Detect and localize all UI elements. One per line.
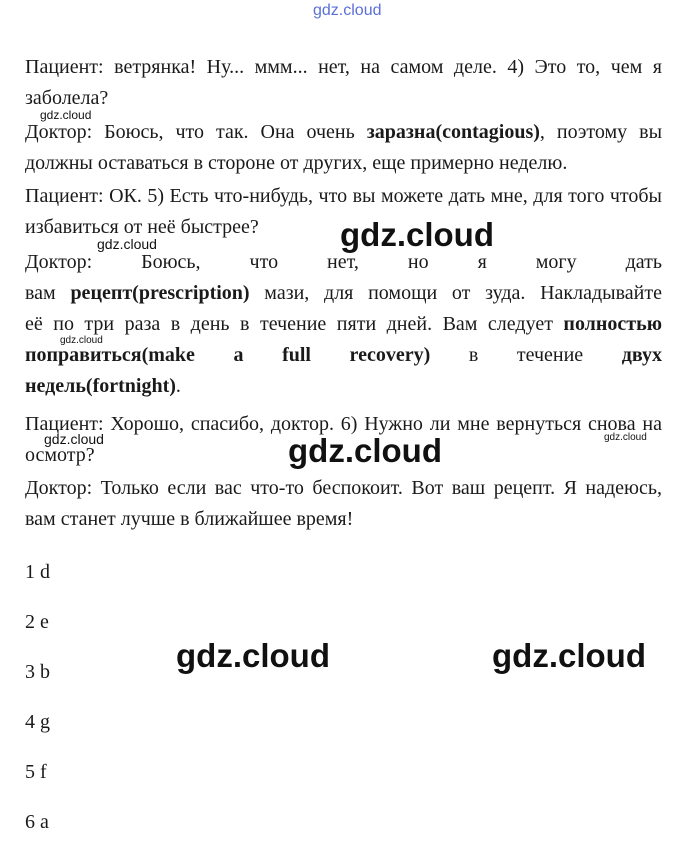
watermark-small: gdz.cloud xyxy=(40,108,92,122)
term-prescription: рецепт(prescription) xyxy=(70,282,250,304)
term-recovery: поправиться(make a full recovery) xyxy=(25,344,431,366)
dialogue-line-doctor-2: Доктор: Боюсь, что нет, но я могу дать вам рецепт(prescription) мази, для помощи от зуда. Накладывайте её по три раза в день в течение пяти дней. Вам следует полностью поправиться(make a full recovery) в течение двух недель(fortnight). xyxy=(25,251,662,397)
dialogue-line-patient-2: Пациент: ОК. 5) Есть что-нибудь, что вы можете дать мне, для того чтобы избавиться от неё быстрее? xyxy=(25,185,662,238)
watermark-small: gdz.cloud xyxy=(97,236,157,252)
dialogue-line-patient-1: Пациент: ветрянка! Ну... ммм... нет, на самом деле. 4) Это то, чем я заболела? xyxy=(25,56,662,109)
watermark-big: gdz.cloud xyxy=(288,432,442,469)
watermark-big: gdz.cloud xyxy=(176,637,330,674)
answer-item: 4 g xyxy=(25,711,50,733)
answer-item: 6 a xyxy=(25,811,49,833)
answer-item: 5 f xyxy=(25,761,47,783)
answer-item: 2 e xyxy=(25,611,49,633)
term-fortnight: недель(fortnight) xyxy=(25,375,176,397)
term-contagious: заразна(contagious) xyxy=(366,121,540,143)
dialogue-line-patient-3: Пациент: Хорошо, спасибо, доктор. 6) Нужно ли мне вернуться снова на осмотр? xyxy=(25,413,662,466)
watermark-small: gdz.cloud xyxy=(44,431,104,447)
watermark-big: gdz.cloud xyxy=(492,637,646,674)
watermark-small: gdz.cloud xyxy=(604,432,647,443)
watermark-big: gdz.cloud xyxy=(340,216,494,253)
answer-item: 1 d xyxy=(25,561,50,583)
term-fully: полностью xyxy=(563,313,662,335)
dialogue-line-doctor-3: Доктор: Только если вас что-то беспокоит. Вот ваш рецепт. Я надеюсь, вам станет лучше в ближайшее время! xyxy=(25,477,662,530)
watermark-top: gdz.cloud xyxy=(313,2,382,19)
term-two: двух xyxy=(621,344,662,366)
watermark-small: gdz.cloud xyxy=(60,335,103,346)
dialogue-line-doctor-1: Доктор: Боюсь, что так. Она очень заразна(contagious), поэтому вы должны оставаться в стороне от других, еще примерно неделю. xyxy=(25,121,662,174)
answer-item: 3 b xyxy=(25,661,50,683)
